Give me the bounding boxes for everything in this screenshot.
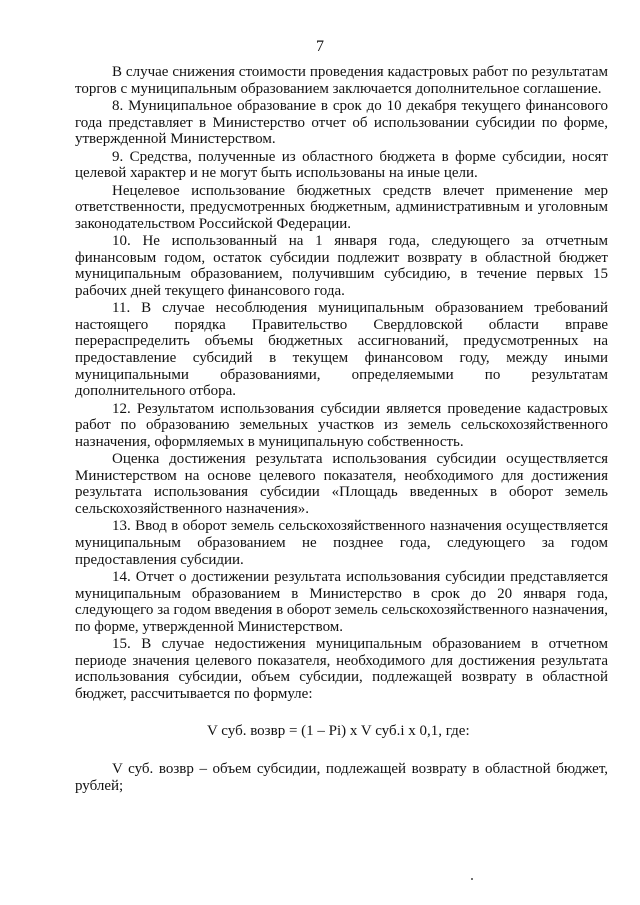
paragraph-15-refund-calculation: 15. В случае недостижения муниципальным образованием в отчетном периоде значения целевого показателя, необходимого для достижения результата использования субсидии, объем субсидии, подлежащей возврату в областной бюджет, рассчитывается по формуле: xyxy=(75,636,608,702)
paragraph-10-unused-balance: 10. Не использованный на 1 января года, следующего за отчетным финансовым годом, остаток субсидии подлежит возврату в областной бюджет муниципальным образованием, получившим субсидию, в течение первых 15 рабочих дней текущего финансового года. xyxy=(75,233,608,299)
paragraph-11-redistribution: 11. В случае несоблюдения муниципальным образованием требований настоящего порядка Правительство Свердловской области вправе перераспределить объемы бюджетных ассигнований, предусмотренных на предоставление субсидий в текущем финансовом году, между иными муниципальными образованиями, определяемыми по результатам дополнительного отбора. xyxy=(75,300,608,400)
formula-definition-v-refund: V суб. возвр – объем субсидии, подлежащей возврату в областной бюджет, рублей; xyxy=(75,761,608,794)
paragraph-14-result-report: 14. Отчет о достижении результата использования субсидии представляется муниципальным образованием в Министерство в срок до 20 января года, следующего за годом введения в оборот земель сельскохозяйственного назначения, по форме, утвержденной Министерством. xyxy=(75,568,608,635)
document-body xyxy=(75,64,608,795)
paragraph-12-result: 12. Результатом использования субсидии является проведение кадастровых работ по образованию земельных участков из земель сельскохозяйственного назначения, оформляемых в муниципальную собственность. xyxy=(75,400,608,450)
scan-speck xyxy=(471,878,473,880)
paragraph-misuse-liability: Нецелевое использование бюджетных средств влечет применение мер ответственности, предусмотренных бюджетным, административным и уголовным законодательством Российской Федерации. xyxy=(75,182,608,232)
paragraph-contract-amendment: В случае снижения стоимости проведения кадастровых работ по результатам торгов с муниципальным образованием заключается дополнительное соглашение. xyxy=(75,64,608,97)
refund-formula: V суб. возвр = (1 – Pi) x V суб.i x 0,1, где: xyxy=(207,722,470,739)
paragraph-9-targeted-funds: 9. Средства, полученные из областного бюджета в форме субсидии, носят целевой характер и не могут быть использованы на иные цели. xyxy=(75,148,608,182)
paragraph-8-report-deadline: 8. Муниципальное образование в срок до 10 декабря текущего финансового года представляет в Министерство отчет об использовании субсидии по форме, утвержденной Министерством. xyxy=(75,97,608,148)
paragraph-result-evaluation: Оценка достижения результата использования субсидии осуществляется Министерством на основе целевого показателя, необходимого для достижения результата использования субсидии «Площадь введенных в оборот земель сельскохозяйственного назначения». xyxy=(75,451,608,518)
paragraph-13-land-input: 13. Ввод в оборот земель сельскохозяйственного назначения осуществляется муниципальным образованием не позднее года, следующего за годом предоставления субсидии. xyxy=(75,518,608,568)
page-number: 7 xyxy=(316,38,324,55)
